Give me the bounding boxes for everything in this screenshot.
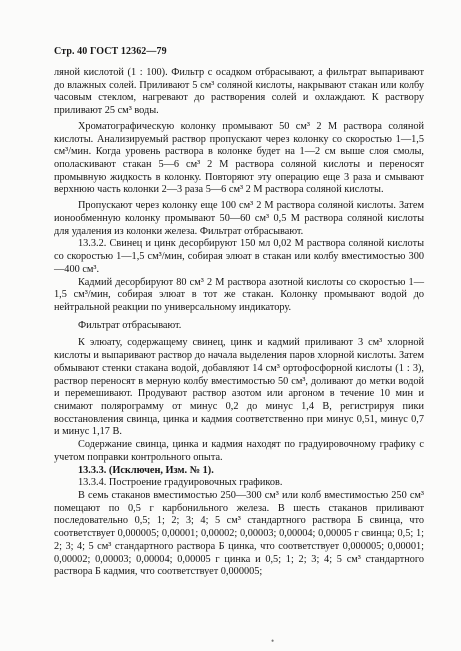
paragraph-13-3-3-excluded: 13.3.3. (Исключен, Изм. № 1).	[78, 464, 214, 476]
page-header: Стр. 40 ГОСТ 12362—79	[54, 46, 167, 57]
paragraph-filtrate-discard: Фильтрат отбрасывают.	[78, 319, 182, 331]
paragraph-column-wash: Пропускают через колонку еще 100 см³ 2 М раствора соляной кислоты. Затем ионообменную колонку промывают 50—60 см³ 0,5 М раствора соляной кислоты для удаления из колонки железа. Фильтрат отбрасывают.	[54, 200, 424, 237]
document-body	[54, 67, 424, 579]
paragraph-content-determination: Содержание свинца, цинка и кадмия находят по градуировочному графику с учетом поправки контрольного опыта.	[54, 439, 424, 463]
paragraph-cadmium-desorption: Кадмий десорбируют 80 см³ 2 М раствора азотной кислоты со скоростью 1—1,5 см³/мин, собирая элюат в тот же стакан. Колонку промывают водой до нейтральной реакции по универсальному индикатору.	[54, 276, 424, 313]
paragraph-13-3-4-heading: 13.3.4. Построение градуировочных графиков.	[78, 477, 283, 489]
page-footer-mark: •	[271, 636, 275, 646]
paragraph-calibration-procedure: В семь стаканов вместимостью 250—300 см³ или колб вместимостью 250 см³ помещают по 0,5 г карбонильного железа. В шесть стаканов приливают последовательно 0,5; 1; 2; 3; 4; 5 см³ стандартного раствора Б свинца, что соответствует 0,000005; 0,00001; 0,00002; 0,00003; 0,00004; 0,00005 г свинца; 0,5; 1; 2; 3; 4; 5 см³ стандартного раствора Б цинка, что соответствует 0,000005; 0,00001; 0,00002; 0,00003; 0,00004; 0,00005 г цинка и 0,5; 1; 2; 3; 4; 5 см³ стандартного раствора Б кадмия, что соответствует 0,000005;	[54, 490, 424, 578]
paragraph-eluate-treatment: К элюату, содержащему свинец, цинк и кадмий приливают 3 см³ хлорной кислоты и выпаривают раствор до начала выделения паров хлорной кислоты. Затем обмывают стенки стакана водой, добавляют 14 см³ ортофосфорной кислоты (1 : 3), раствор переносят в мерную колбу вместимостью 50 см³, доливают до метки водой и перемешивают. Продувают раствор азотом или аргоном в течение 10 мин и снимают полярограмму от минус 0,2 до минус 1,4 В, регистрируя пики восстановления свинца, цинка и кадмия соответственно при минус 0,51, минус 0,7 и минус 1,17 В.	[54, 337, 424, 438]
paragraph-13-3-2: 13.3.2. Свинец и цинк десорбируют 150 мл 0,02 М раствора соляной кислоты со скоростью 1—1,5 см³/мин, собирая элюат в стакан или колбу вместимостью 300—400 см³.	[54, 238, 424, 275]
paragraph-chromatography-column: Хроматографическую колонку промывают 50 см³ 2 М раствора соляной кислоты. Анализируемый раствор пропускают через колонку со скоростью 1—1,5 см³/мин. Когда уровень раствора в колонке будет на 1—2 см выше слоя смолы, ополаскивают стакан 5—6 см³ 2 М раствора соляной кислоты и переносят промывную жидкость в колонку. Повторяют эту операцию еще 3 раза и смывают верхнюю часть колонки 2—3 раза 5—6 см³ 2 М раствора соляной кислоты.	[54, 120, 424, 196]
paragraph-continuation: ляной кислотой (1 : 100). Фильтр с осадком отбрасывают, а фильтрат выпаривают до влажных солей. Приливают 5 см³ соляной кислоты, накрывают стакан или колбу часовым стеклом, нагревают до растворения солей и охлаждают. К раствору приливают 25 см³ воды.	[54, 67, 424, 117]
